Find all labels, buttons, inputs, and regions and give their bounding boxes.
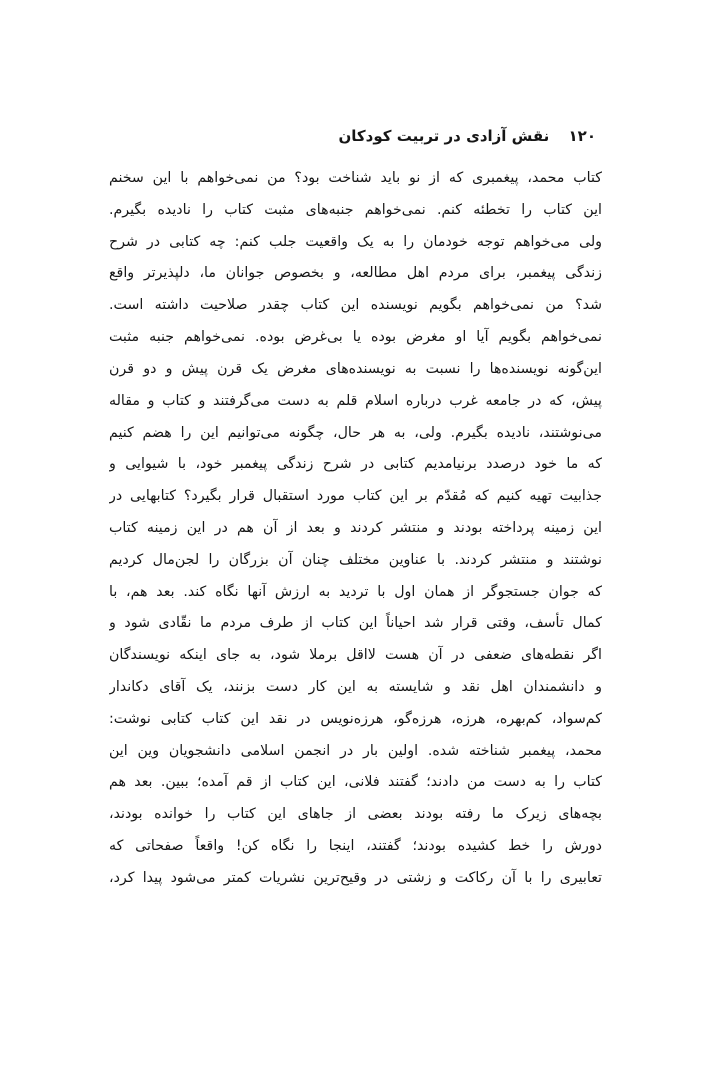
page-number: ۱۲۰ [568,127,596,145]
text-line: تعابیری را با آن رکاکت و زشتی در وقیح‌ترین نشریات کمتر می‌شود پیدا کرد، [109,869,602,886]
text-line: کتاب را به دست من دادند؛ گفتند فلانی، این کتاب از قم آمده؛ ببین. بعد هم [109,774,602,791]
body-text [109,163,602,895]
text-line: که جوان جستجوگر از همان اول با تردید به ارزش آنها نگاه کند. بعد هم، با [109,583,602,600]
running-head [338,126,596,146]
text-line: این زمینه پرداخته بودند و منتشر کردند و بعد از آن هم در این زمینه کتاب [109,519,602,536]
text-line: نوشتند و منتشر کردند. با عناوین مختلف چنان آن بزرگان را لجن‌مال کردیم [109,551,602,568]
text-line: که ما خود درصدد برنیامدیم کتابی در شرح زندگی پیغمبر خود، با شیوایی و [109,456,602,473]
text-line: کتاب محمد، پیغمبری که از نو باید شناخت بود؟ من نمی‌خواهم با این سخنم [109,170,602,186]
text-line: اگر نقطه‌های ضعفی در آن هست لااقل برملا شود، به جای اینکه نویسندگان [109,647,602,664]
text-line: شد؟ من نمی‌خواهم بگویم نویسنده این کتاب چقدر صلاحیت داشته است. [109,297,602,314]
text-line: پیش، که در جامعه غرب درباره اسلام قلم به دست می‌گرفتند و کتاب و مقاله [109,392,602,409]
text-line: کمال تأسف، وقتی قرار شد احیاناً این کتاب از طرف مردم ما نقّادی شود و [109,615,602,632]
text-line: دورش را خط کشیده بودند؛ گفتند، اینجا را نگاه کن! واقعاً صفحاتی که [109,838,602,855]
text-line: این‌گونه نویسنده‌ها را نسبت به نویسنده‌های مغرض یک قرن پیش و دو قرن [109,360,602,377]
text-line: بچه‌های زیرک ما رفته بودند بعضی از جاهای این کتاب را خوانده بودند، [109,806,602,823]
book-title: نقش آزادی در تربیت کودکان [338,127,550,145]
text-line: جذابیت تهیه کنیم که مُقدّم بر این کتاب مورد استقبال قرار بگیرد؟ کتابهایی در [109,488,602,505]
text-line: می‌نوشتند، نادیده بگیرم. ولی، به هر حال، چگونه می‌توانیم این را هضم کنیم [109,424,602,441]
text-line: ولی می‌خواهم توجه خودمان را به یک واقعیت جلب کنم: چه کتابی در شرح [109,233,602,250]
text-line: نمی‌خواهم بگویم آیا او مغرض بوده یا بی‌غرض بوده. نمی‌خواهم جنبه مثبت [109,329,602,346]
text-line: و دانشمندان اهل نقد و شایسته به این کار دست بزنند، یک آقای دکاندار [109,679,602,695]
text-line: کم‌سواد، کم‌بهره، هرزه، هرزه‌گو، هرزه‌نویس در نقد این کتاب کتابی نوشت: [109,710,602,727]
text-line: زندگی پیغمبر، برای مردم اهل مطالعه، و بخصوص جوانان ما، دلپذیرتر واقع [109,265,602,282]
text-line: این کتاب را تخطئه کنم. نمی‌خواهم جنبه‌های مثبت کتاب را نادیده بگیرم. [109,201,602,218]
text-line: محمد، پیغمبر شناخته شده. اولین بار در انجمن اسلامی دانشجویان وین این [109,742,602,759]
